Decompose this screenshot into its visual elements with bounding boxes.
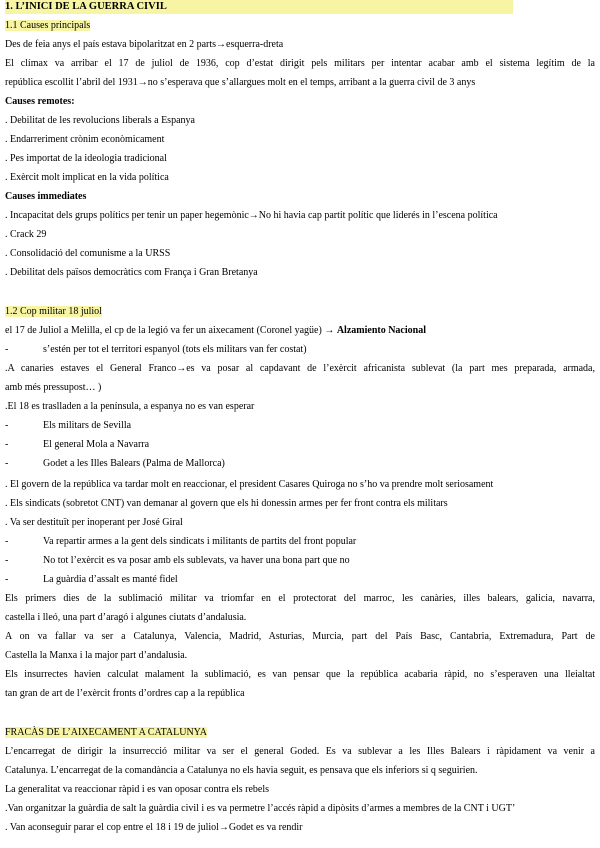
list-item	[5, 457, 595, 471]
paragraph: La generalitat va reaccionar ràpid i es van oposar contra els rebels	[5, 784, 270, 795]
section-title-causes: 1.1 Causes principals	[5, 20, 91, 31]
bullet-dash: -	[5, 439, 9, 450]
list-item-text: Els militars de Sevilla	[43, 420, 132, 431]
list-item: . Pes importat de la ideologia tradicional	[5, 153, 167, 164]
paragraph: Castella la Manxa i la major part d’andalusia.	[5, 650, 188, 661]
bullet-dash: -	[5, 458, 9, 469]
paragraph: .El 18 es traslladen a la península, a espanya no es van esperar	[5, 401, 255, 412]
list-item-text: Va repartir armes a la gent dels sindicats i militants de partits del front popular	[43, 536, 357, 547]
paragraph: república escollit l’abril del 1931→no s’esperava que s’allargues molt en el temps, arribant a la guerra civil de 3 anys	[5, 77, 476, 88]
list-item: . Debilitat de les revolucions liberals a Espanya	[5, 115, 195, 126]
paragraph: . El govern de la república va tardar molt en reaccionar, el president Casares Quiroga no s’ho va prendre molt seriosament	[5, 479, 494, 490]
bullet-dash: -	[5, 536, 9, 547]
page-title: 1. L’INICI DE LA GUERRA CIVIL	[5, 0, 513, 14]
list-item	[5, 419, 595, 433]
list-item-text: No tot l’exèrcit es va posar amb els sublevats, va haver una bona part que no	[43, 555, 350, 566]
list-item	[5, 573, 595, 587]
list-item-text: El general Mola a Navarra	[43, 439, 150, 450]
list-item: . Incapacitat dels grups polítics per tenir un paper hegemònic→No hi havia cap partit polític que liderés in l’escena política	[5, 210, 498, 221]
intro-text: el 17 de Juliol a Melilla, el cp de la legió va fer un aixecament (Coronel yagüe) →	[5, 325, 335, 336]
paragraph	[5, 324, 595, 338]
list-item-text: s’estén per tot el territori espanyol (tots els militars van fer costat)	[43, 344, 307, 355]
list-item: . Consolidació del comunisme a la URSS	[5, 248, 171, 259]
paragraph: amb més pressupost… )	[5, 382, 102, 393]
paragraph: Els primers dies de la sublimació militar va triomfar en el protectorat del marroc, les canàries, illes balears, galicia, navarra,	[5, 593, 595, 604]
paragraph: L’encarregat de dirigir la insurrecció militar va ser el general Goded. Es va sublevar a les Illes Balears i ràpidament va venir a	[5, 746, 595, 757]
paragraph: El clímax va arribar el 17 de juliol de 1936, cop d’estat dirigit pels militars per intentar acabar amb el sistema legítim de la	[5, 58, 595, 69]
paragraph: . Va ser destituït per inoperant per José Giral	[5, 517, 183, 528]
bullet-dash: -	[5, 574, 9, 585]
list-item	[5, 554, 595, 568]
section-title-catalonia: FRACÀS DE L’AIXECAMENT A CATALUNYA	[5, 727, 207, 738]
list-item: . Crack 29	[5, 229, 47, 240]
paragraph: .Van organitzar la guàrdia de salt la guàrdia civil i es va permetre l’accés ràpid a dipòsits d’armes a membres de la CNT i UGT’	[5, 803, 516, 814]
bullet-dash: -	[5, 555, 9, 566]
paragraph: Catalunya. L’encarregat de la comandància a Catalunya no els havia seguit, es pensava que els inferiors si q seguirien.	[5, 765, 478, 776]
list-item: . Exèrcit molt implicat en la vida política	[5, 172, 169, 183]
list-item-text: Godet a les Illes Balears (Palma de Mallorca)	[43, 458, 225, 469]
paragraph: .A canaries estaves el General Franco→es va posar al capdavant de l’exèrcit africanista sublevat (la part mes preparada, armada,	[5, 363, 595, 374]
list-item	[5, 535, 595, 549]
alzamiento-label: Alzamiento Nacional	[336, 325, 426, 336]
subheading-immediate-causes: Causes immediates	[5, 191, 87, 202]
paragraph: . Van aconseguir parar el cop entre el 18 i 19 de juliol→Godet es va rendir	[5, 822, 303, 833]
section-title-coup: 1.2 Cop militar 18 juliol	[5, 306, 102, 317]
paragraph: . Els sindicats (sobretot CNT) van demanar al govern que els hi donessin armes per fer front contra els militars	[5, 498, 448, 509]
list-item	[5, 343, 595, 357]
paragraph: A on va fallar va ser a Catalunya, Valencia, Madrid, Asturias, Murcia, part del País Basc, Cantabria, Extremadura, Part de	[5, 631, 595, 642]
paragraph: Des de feia anys el país estava bipolaritzat en 2 parts→esquerra-dreta	[5, 39, 284, 50]
bullet-dash: -	[5, 420, 9, 431]
bullet-dash: -	[5, 344, 9, 355]
list-item: . Endarreriment crònim econòmicament	[5, 134, 165, 145]
list-item: . Debilitat dels països democràtics com França i Gran Bretanya	[5, 267, 258, 278]
subheading-remote-causes: Causes remotes:	[5, 96, 75, 107]
paragraph: Els insurrectes havien calculat malament la sublimació, es van pensar que la república acabaria ràpid, no s’esperaven una lleialtat	[5, 669, 595, 680]
paragraph: tan gran de art de l’exèrcit fronts d’ordres cap a la república	[5, 688, 245, 699]
list-item	[5, 438, 595, 452]
paragraph: castella i lleó, una part d’aragó i algunes ciutats d’andalusia.	[5, 612, 247, 623]
list-item-text: La guàrdia d’assalt es manté fidel	[43, 574, 178, 585]
